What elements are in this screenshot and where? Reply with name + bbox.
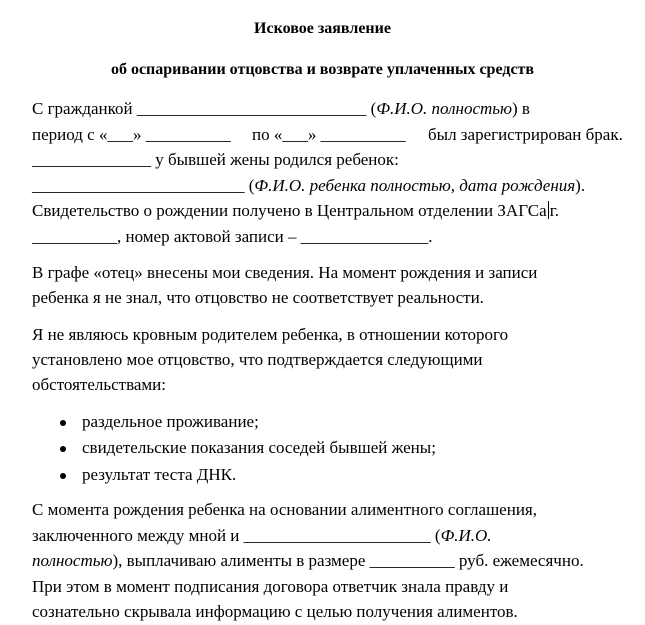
paragraph-1-line-2-middle: по «___» __________ [252,125,406,144]
paragraph-3-line-2: установлено мое отцовство, что подтверждается следующими [32,350,483,369]
paragraph-4-line-2: заключенного между мной и ______________________ (Ф.И.О. [32,526,492,545]
paragraph-4-line-3: полностью), выплачиваю алименты в размере __________ руб. ежемесячно. [32,551,584,570]
paragraph-4-line-4: При этом в момент подписания договора ответчик знала правду и [32,577,509,596]
paragraph-1-line-4: _________________________ (Ф.И.О. ребенка полностью, дата рождения). [32,176,586,195]
paragraph-3-line-1: Я не являюсь кровным родителем ребенка, в отношении которого [32,325,509,344]
list-item: раздельное проживание; [82,412,259,431]
document-title: Исковое заявление [254,20,391,37]
text-cursor [548,201,549,219]
paragraph-1-line-3: ______________ у бывшей жены родился ребенок: [32,150,399,169]
document-subtitle: об оспаривании отцовства и возврате уплаченных средств [110,61,535,78]
paragraph-1-line-1: С гражданкой ___________________________ (Ф.И.О. полностью) в [32,99,530,118]
bullet-icon [60,420,66,426]
paragraph-2-line-2: ребенка я не знал, что отцовство не соответствует реальности. [32,288,484,307]
paragraph-1-line-6: __________, номер актовой записи – _______________. [32,227,433,246]
paragraph-2-line-1: В графе «отец» внесены мои сведения. На момент рождения и записи [32,263,538,282]
paragraph-3-line-3: обстоятельствами: [32,375,167,394]
bullet-icon [60,446,66,452]
list-item: свидетельские показания соседей бывшей жены; [82,438,436,457]
paragraph-1-line-2: период с «___» __________ [32,125,231,144]
bullet-icon [60,473,66,479]
list-item: результат теста ДНК. [82,465,237,484]
paragraph-4-line-5: сознательно скрывала информацию с целью получения алиментов. [32,602,518,621]
paragraph-4-line-1: С момента рождения ребенка на основании алиментного соглашения, [32,500,537,519]
paragraph-1-line-5: Свидетельство о рождении получено в Центральном отделении ЗАГСа г. [32,201,560,220]
paragraph-1-line-2-end: был зарегистрирован брак. [428,125,623,144]
